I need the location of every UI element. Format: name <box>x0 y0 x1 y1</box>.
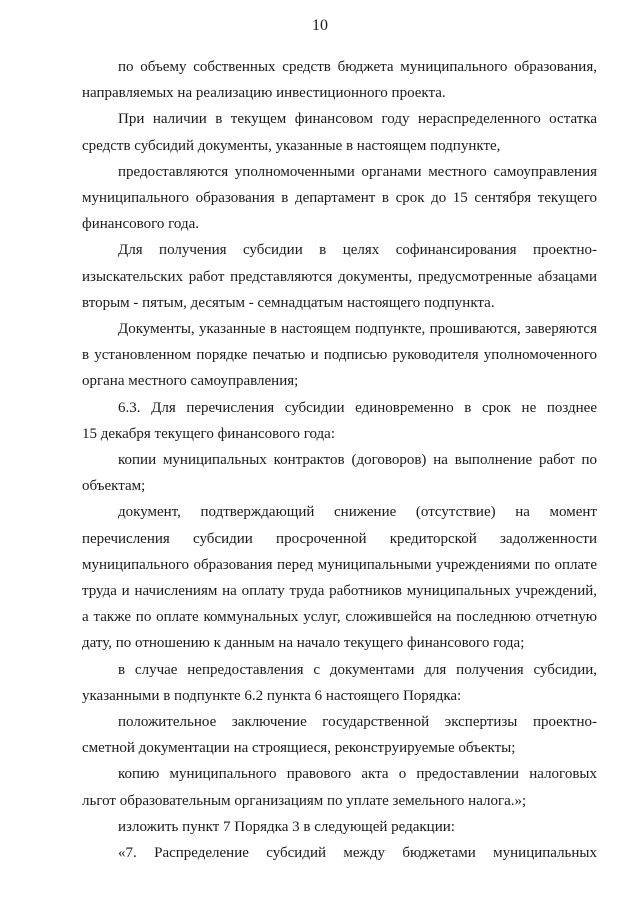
text-line: перечисления субсидии просроченной кредиторской задолженности <box>82 530 597 547</box>
text-line: Для получения субсидии в целях софинансирования проектно- <box>118 242 597 259</box>
text-line: предоставляются уполномоченными органами местного самоуправления <box>118 163 597 180</box>
text-line: положительное заключение государственной экспертизы проектно- <box>118 714 597 731</box>
text-line: документ, подтверждающий снижение (отсутствие) на момент <box>118 504 597 521</box>
text-line: изложить пункт 7 Порядка 3 в следующей редакции: <box>118 818 455 835</box>
text-line: труда и начислениям на оплату труда работников муниципальных учреждений, <box>82 583 597 600</box>
text-line: финансового года. <box>82 216 200 233</box>
text-line: муниципального образования в департамент в срок до 15 сентября текущего <box>82 190 597 207</box>
paragraph <box>82 106 597 158</box>
paragraph <box>82 761 597 813</box>
text-line: дату, по отношению к данным на начало текущего финансового года; <box>82 635 525 652</box>
text-line: в случае непредоставления с документами для получения субсидии, <box>118 661 597 678</box>
text-line: органа местного самоуправления; <box>82 373 299 390</box>
paragraph <box>82 657 597 709</box>
text-line: сметной документации на строящиеся, реконструируемые объекты; <box>82 740 516 757</box>
paragraph <box>82 840 597 866</box>
text-line: 6.3. Для перечисления субсидии единовременно в срок не позднее <box>118 399 597 416</box>
page-number: 10 <box>312 17 328 34</box>
text-line: а также по оплате коммунальных услуг, сложившейся на последнюю отчетную <box>82 609 597 626</box>
text-line: Документы, указанные в настоящем подпункте, прошиваются, заверяются <box>118 321 597 338</box>
text-line: в установленном порядке печатью и подписью руководителя уполномоченного <box>82 347 597 364</box>
paragraph <box>82 316 597 395</box>
text-line: направляемых на реализацию инвестиционного проекта. <box>82 85 446 102</box>
text-line: льгот образовательным организациям по уплате земельного налога.»; <box>82 792 527 809</box>
paragraph <box>82 237 597 316</box>
text-line: копию муниципального правового акта о предоставлении налоговых <box>118 766 597 783</box>
text-line: муниципального образования перед муниципальными учреждениями по оплате <box>82 556 597 573</box>
paragraph <box>82 54 597 106</box>
paragraph <box>82 395 597 447</box>
text-line: вторым - пятым, десятым - семнадцатым настоящего подпункта. <box>82 294 495 311</box>
paragraph <box>82 814 597 840</box>
text-line: объектам; <box>82 478 146 495</box>
paragraph <box>82 499 597 656</box>
text-line: указанными в подпункте 6.2 пункта 6 настоящего Порядка: <box>82 687 462 704</box>
text-line: «7. Распределение субсидий между бюджетами муниципальных <box>118 845 597 862</box>
text-line: 15 декабря текущего финансового года: <box>82 425 335 442</box>
text-line: средств субсидий документы, указанные в настоящем подпункте, <box>82 137 501 154</box>
text-line: копии муниципальных контрактов (договоров) на выполнение работ по <box>118 452 597 469</box>
paragraph <box>82 159 597 238</box>
paragraph <box>82 709 597 761</box>
text-line: изыскательских работ представляются документы, предусмотренные абзацами <box>82 268 597 285</box>
paragraph <box>82 447 597 499</box>
text-line: При наличии в текущем финансовом году нераспределенного остатка <box>118 111 597 128</box>
text-line: по объему собственных средств бюджета муниципального образования, <box>118 59 597 75</box>
document-body <box>82 54 597 866</box>
